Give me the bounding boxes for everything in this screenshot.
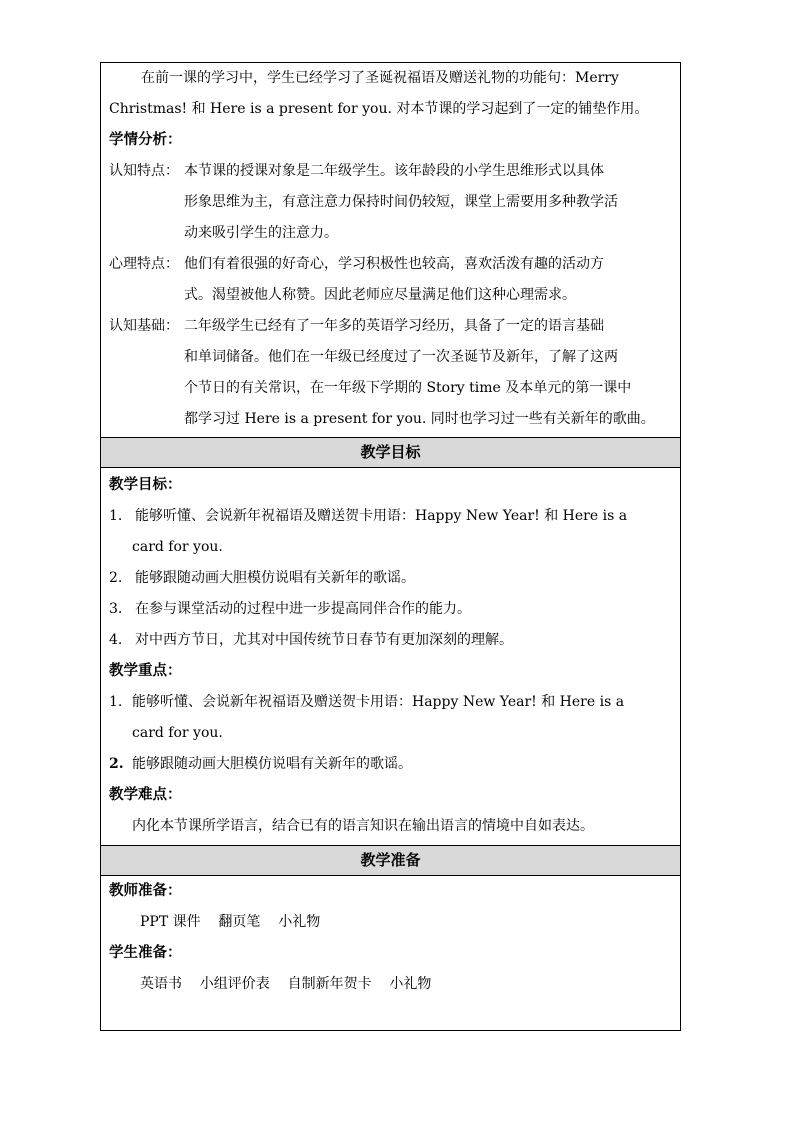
objectives-band: 教学目标 [101, 437, 680, 468]
goal-number: 4. [109, 632, 123, 648]
goal-2-line-1: 能够跟随动画大胆模仿说唱有关新年的歌谣。 [135, 570, 415, 586]
psych-line-2: 式。渴望被他人称赞。因此老师应尽量满足他们这种心理需求。 [184, 287, 576, 303]
goal-number: 3. [109, 601, 123, 617]
key-point-1-line-2: card for you. [132, 725, 223, 741]
teacher-prep-items: PPT 课件 翻页笔 小礼物 [140, 914, 321, 930]
goal-1-line-2: card for you. [132, 539, 223, 555]
basis-line-2: 和单词储备。他们在一年级已经度过了一次圣诞节及新年，了解了这两 [184, 349, 618, 365]
goal-4-line-1: 对中西方节日，尤其对中国传统节日春节有更加深刻的理解。 [135, 632, 513, 648]
basis-line-1: 二年级学生已经有了一年多的英语学习经历，具备了一定的语言基础 [184, 318, 604, 334]
goal-number: 1. [109, 508, 123, 524]
key-point-number: 2. [109, 756, 124, 772]
difficulty-heading: 教学难点： [109, 787, 182, 803]
teacher-prep-heading: 教师准备： [109, 883, 182, 899]
psych-line-1: 他们有着很强的好奇心，学习积极性也较高，喜欢活泼有趣的活动方 [184, 256, 604, 272]
cognitive-line-1: 本节课的授课对象是二年级学生。该年龄段的小学生思维形式以具体 [184, 163, 604, 179]
intro-line-2: Christmas! 和 Here is a present for you. 对本节课的学习起到了一定的铺垫作用。 [109, 101, 649, 117]
basis-label: 认知基础： [109, 318, 179, 334]
preparation-band: 教学准备 [101, 845, 680, 876]
goals-heading: 教学目标： [109, 477, 182, 493]
student-prep-heading: 学生准备： [109, 945, 182, 961]
intro-line-1: 在前一课的学习中，学生已经学习了圣诞祝福语及赠送礼物的功能句：Merry [141, 70, 619, 86]
key-point-number: 1. [109, 694, 123, 710]
psych-label: 心理特点： [109, 256, 179, 272]
lesson-plan-table [100, 62, 681, 1031]
cognitive-line-2: 形象思维为主，有意注意力保持时间仍较短，课堂上需要用多种教学活 [184, 194, 618, 210]
key-points-heading: 教学重点： [109, 663, 182, 679]
basis-line-3: 个节日的有关常识，在一年级下学期的 Story time 及本单元的第一课中 [184, 380, 632, 396]
key-point-2-line-1: 能够跟随动画大胆模仿说唱有关新年的歌谣。 [132, 756, 412, 772]
cognitive-label: 认知特点： [109, 163, 179, 179]
basis-line-4: 都学习过 Here is a present for you. 同时也学习过一些有关新年的歌曲。 [184, 411, 655, 427]
goal-3-line-1: 在参与课堂活动的过程中进一步提高同伴合作的能力。 [135, 601, 471, 617]
analysis-heading: 学情分析： [109, 132, 182, 148]
difficulty-text: 内化本节课所学语言，结合已有的语言知识在输出语言的情境中自如表达。 [132, 818, 594, 834]
student-prep-items: 英语书 小组评价表 自制新年贺卡 小礼物 [140, 976, 432, 992]
key-point-1-line-1: 能够听懂、会说新年祝福语及赠送贺卡用语：Happy New Year! 和 Here is a [132, 694, 625, 710]
goal-1-line-1: 能够听懂、会说新年祝福语及赠送贺卡用语：Happy New Year! 和 Here is a [135, 508, 628, 524]
cognitive-line-3: 动来吸引学生的注意力。 [184, 225, 338, 241]
goal-number: 2. [109, 570, 123, 586]
